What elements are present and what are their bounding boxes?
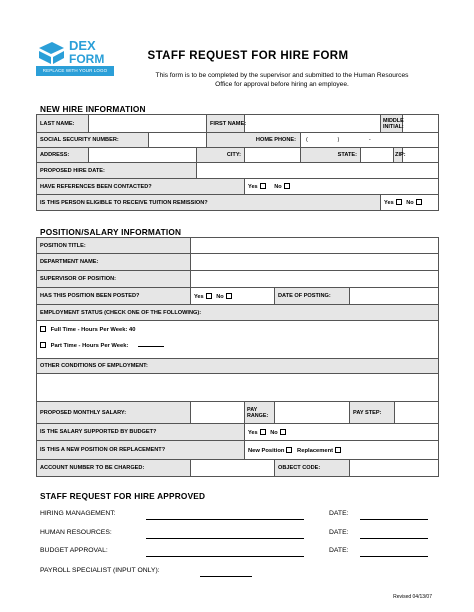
references-no-checkbox[interactable] [284,183,290,189]
middle-initial-label-line1: MIDDLE [383,117,404,124]
posted-no-label: No [216,293,224,300]
other-conditions-field[interactable] [37,374,439,402]
pay-range-label [245,402,275,424]
budget-approval-date-line[interactable] [360,556,428,557]
last-name-label: LAST NAME: [37,115,89,133]
human-resources-date-line[interactable] [360,538,428,539]
home-phone-label: HOME PHONE: [207,133,301,148]
pay-step-label: PAY STEP: [353,409,382,416]
supervisor-field[interactable] [191,271,439,288]
posted-label: HAS THIS POSITION BEEN POSTED? [37,288,191,305]
ssn-label: SOCIAL SECURITY NUMBER: [37,133,149,148]
phone-close-paren: ) [337,137,340,143]
employment-status-options [37,321,439,359]
address-label: ADDRESS: [37,148,89,163]
first-name-label: FIRST NAME: [207,115,245,133]
part-time-label: Part Time - Hours Per Week: [50,343,129,349]
city-label: CITY: [197,148,245,163]
human-resources-date-label: DATE: [329,529,349,536]
middle-initial-field[interactable] [403,115,439,133]
city-field[interactable] [245,148,301,163]
budget-no-label: No [270,429,278,436]
references-no-label: No [274,184,282,190]
zip-label: ZIP: [394,148,403,163]
hiring-management-signature-line[interactable] [146,519,304,520]
posted-no-checkbox[interactable] [226,293,232,299]
new-position-checkbox[interactable] [286,447,292,453]
pay-step-cell [350,402,439,424]
hiring-management-date-label: DATE: [329,510,349,517]
replacement-checkbox[interactable] [335,447,341,453]
position-title-field[interactable] [191,238,439,254]
new-hire-table [36,114,439,211]
supervisor-label: SUPERVISOR OF POSITION: [37,271,191,288]
tuition-label: IS THIS PERSON ELIGIBLE TO RECEIVE TUITION REMISSION? [37,195,381,211]
object-code-field[interactable] [350,460,439,477]
proposed-hire-date-label: PROPOSED HIRE DATE: [37,163,197,179]
posted-options [191,288,275,305]
monthly-salary-field[interactable] [191,402,245,424]
first-name-field[interactable] [245,115,381,133]
new-or-replacement-label: IS THIS A NEW POSITION OR REPLACEMENT? [37,441,245,460]
new-or-replacement-options [245,441,439,460]
other-conditions-label: OTHER CONDITIONS OF EMPLOYMENT: [37,359,439,374]
page-subtitle: This form is to be completed by the supervisor and submitted to the Human Resources Office for approval before hiring an employee. [155,72,409,88]
budget-approval-label: BUDGET APPROVAL: [40,547,108,554]
references-yes-checkbox[interactable] [260,183,266,189]
account-number-label: ACCOUNT NUMBER TO BE CHARGED: [37,460,191,477]
employment-status-label: EMPLOYMENT STATUS (CHECK ONE OF THE FOLLOWING): [37,305,439,321]
address-field[interactable] [89,148,197,163]
position-table [36,237,439,477]
object-code-label: OBJECT CODE: [275,460,350,477]
state-label: STATE: [301,148,361,163]
tuition-no-checkbox[interactable] [416,199,422,205]
hiring-management-date-line[interactable] [360,519,428,520]
zip-field[interactable] [403,148,439,163]
references-yes-label: Yes [248,184,258,190]
company-logo [36,36,114,88]
human-resources-signature-line[interactable] [146,538,304,539]
home-phone-field[interactable] [301,133,439,148]
budget-yes-label: Yes [248,429,258,436]
last-name-field[interactable] [89,115,207,133]
new-position-label: New Position [248,447,285,454]
monthly-salary-label: PROPOSED MONTHLY SALARY: [37,402,191,424]
budget-supported-options [245,424,439,441]
tuition-yes-label: Yes [384,200,394,206]
budget-no-checkbox[interactable] [280,429,286,435]
tuition-options [381,195,439,211]
tuition-no-label: No [406,200,414,206]
logo-line1: DEX [69,38,96,53]
revised-date: Revised 04/13/07 [393,594,432,600]
hiring-management-label: HIRING MANAGEMENT: [40,510,116,517]
full-time-label: Full Time - Hours Per Week: 40 [50,327,136,333]
page-title: STAFF REQUEST FOR HIRE FORM [147,50,349,62]
ssn-field[interactable] [149,133,207,148]
budget-yes-checkbox[interactable] [260,429,266,435]
budget-approval-signature-line[interactable] [146,556,304,557]
part-time-hours-input[interactable] [138,346,164,347]
pay-range-field[interactable] [275,402,350,424]
state-field[interactable] [361,148,394,163]
budget-supported-label: IS THE SALARY SUPPORTED BY BUDGET? [37,424,245,441]
section-heading-position: POSITION/SALARY INFORMATION [40,227,182,237]
replacement-label: Replacement [297,447,334,454]
section-heading-approved: STAFF REQUEST FOR HIRE APPROVED [40,491,206,501]
pay-range-label-line2: RANGE: [247,412,269,419]
logo-line2: FORM [69,52,105,66]
payroll-signature-line[interactable] [200,576,252,577]
middle-initial-label-line2: INITIAL: [383,123,404,130]
position-title-label: POSITION TITLE: [37,238,191,254]
tuition-yes-checkbox[interactable] [396,199,402,205]
payroll-label: PAYROLL SPECIALIST (INPUT ONLY): [40,567,160,574]
date-of-posting-label: DATE OF POSTING: [275,288,350,305]
part-time-option [40,342,435,349]
references-label: HAVE REFERENCES BEEN CONTACTED? [37,179,245,195]
references-options [245,179,439,195]
human-resources-label: HUMAN RESOURCES: [40,529,112,536]
pay-step-field[interactable] [394,402,438,423]
pay-range-label-line1: PAY [247,406,258,413]
posted-yes-label: Yes [194,293,204,300]
full-time-checkbox[interactable] [40,326,46,332]
logo-tagline: REPLACE WITH YOUR LOGO [36,66,114,76]
department-label: DEPARTMENT NAME: [37,254,191,271]
posted-yes-checkbox[interactable] [206,293,212,299]
full-time-option [40,326,435,342]
phone-open-paren: ( [306,137,308,143]
phone-dash: - [368,137,371,143]
section-heading-new-hire: NEW HIRE INFORMATION [40,104,146,114]
part-time-checkbox[interactable] [40,342,46,348]
department-field[interactable] [191,254,439,271]
budget-approval-date-label: DATE: [329,547,349,554]
proposed-hire-date-field[interactable] [197,163,439,179]
date-of-posting-field[interactable] [350,288,439,305]
account-number-field[interactable] [191,460,275,477]
middle-initial-label [381,115,403,133]
